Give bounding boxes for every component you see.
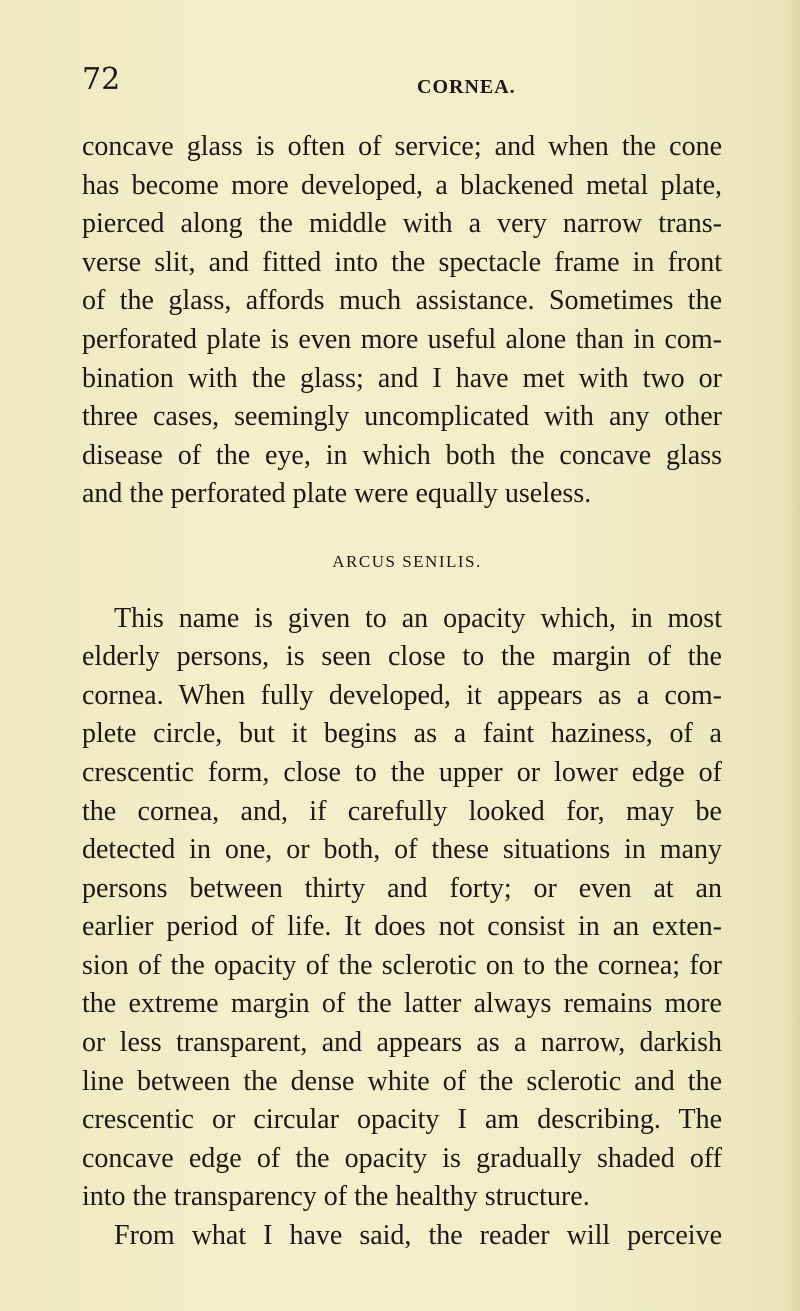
text-line: or less transparent, and appears as a narrow, darkish <box>82 1027 722 1059</box>
text-line: three cases, seemingly uncomplicated with any other <box>82 401 722 433</box>
text-line: From what I have said, the reader will perceive <box>114 1220 722 1252</box>
text-line: plete circle, but it begins as a faint haziness, of a <box>82 718 722 750</box>
text-line: verse slit, and fitted into the spectacle frame in front <box>82 246 722 278</box>
paragraph-arcus-senilis <box>82 600 722 1218</box>
text-line: sion of the opacity of the sclerotic on to the cornea; for <box>82 949 722 981</box>
text-line: detected in one, or both, of these situations in many <box>82 834 722 866</box>
text-line: This name is given to an opacity which, in most <box>114 602 722 634</box>
text-line: disease of the eye, in which both the concave glass <box>82 439 722 471</box>
page-edge-shadow <box>786 0 800 1311</box>
running-head: CORNEA. <box>417 76 516 98</box>
text-line: has become more developed, a blackened metal plate, <box>82 169 722 201</box>
text-line: elderly persons, is seen close to the margin of the <box>82 641 722 673</box>
paragraph-continued <box>82 1217 722 1256</box>
text-line: and the perforated plate were equally useless. <box>82 478 592 510</box>
page-number: 72 <box>82 62 121 97</box>
text-line: line between the dense white of the sclerotic and the <box>82 1065 722 1097</box>
body-text <box>82 128 722 1256</box>
text-line: bination with the glass; and I have met with two or <box>82 362 722 394</box>
text-line: crescentic or circular opacity I am describing. The <box>82 1104 722 1136</box>
text-line: earlier period of life. It does not consist in an exten- <box>82 911 722 943</box>
text-line: into the transparency of the healthy structure. <box>82 1181 590 1213</box>
text-line: concave edge of the opacity is gradually shaded off <box>82 1142 722 1174</box>
paragraph-continuation <box>82 128 722 514</box>
text-line: the cornea, and, if carefully looked for, may be <box>82 795 722 827</box>
text-line: cornea. When fully developed, it appears as a com- <box>82 679 722 711</box>
text-line: the extreme margin of the latter always remains more <box>82 988 722 1020</box>
text-line: pierced along the middle with a very narrow trans- <box>82 208 722 240</box>
text-line: concave glass is often of service; and when the cone <box>82 131 722 162</box>
text-line: crescentic form, close to the upper or lower edge of <box>82 756 722 788</box>
text-line: perforated plate is even more useful alone than in com- <box>82 323 722 355</box>
page-header <box>82 62 722 102</box>
text-line: persons between thirty and forty; or even at an <box>82 872 722 904</box>
text-line: of the glass, affords much assistance. Sometimes the <box>82 285 722 317</box>
section-heading: ARCUS SENILIS. <box>332 551 482 571</box>
